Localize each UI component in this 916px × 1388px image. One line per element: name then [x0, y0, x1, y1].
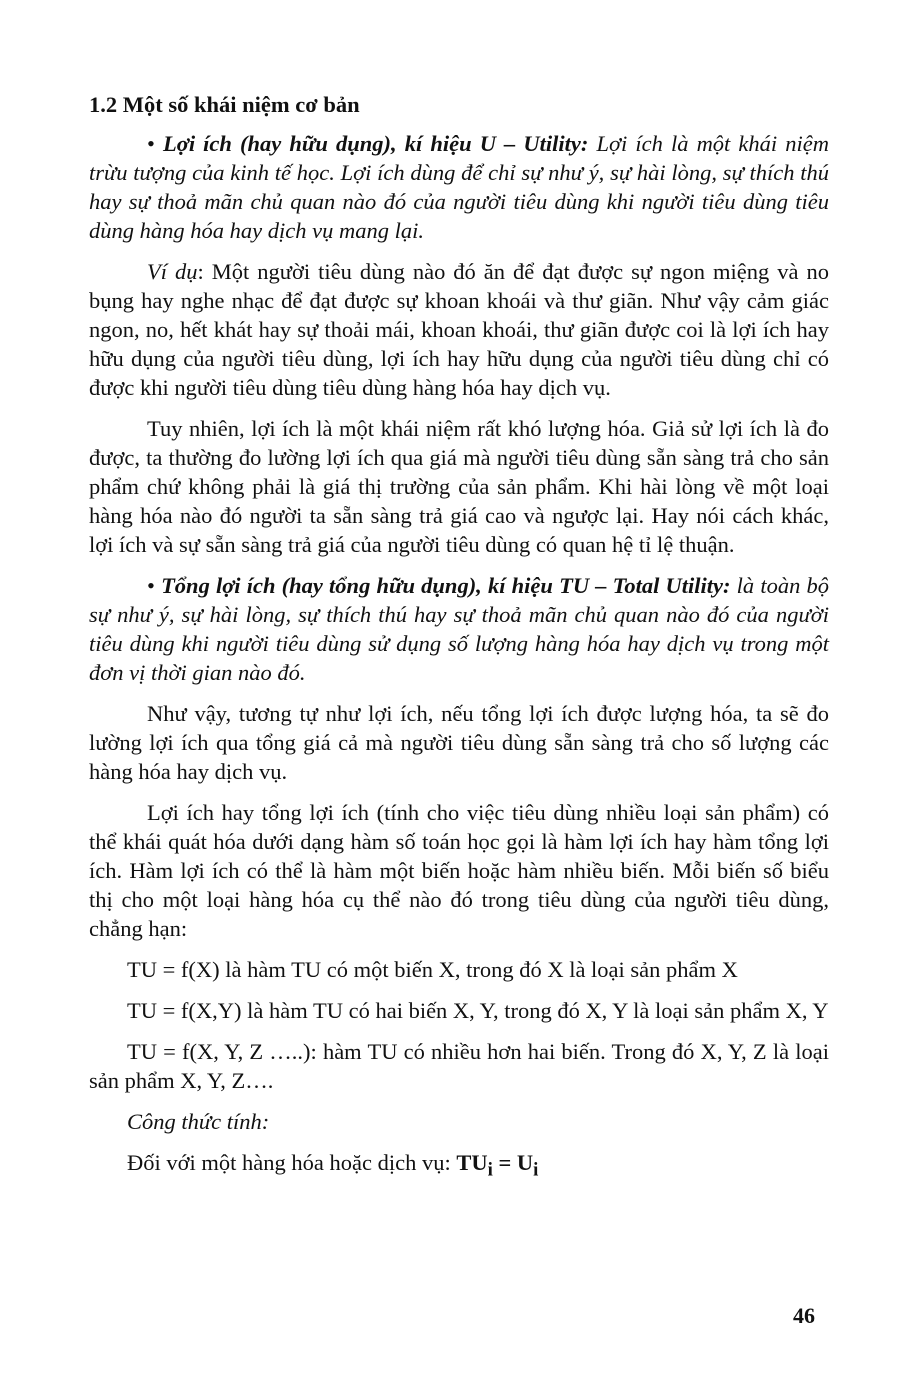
paragraph-utility-definition: [89, 129, 829, 245]
term-utility: Lợi ích (hay hữu dụng), kí hiệu U – Utility:: [163, 131, 589, 156]
paragraph-example: [89, 257, 829, 402]
formula-single-good-text: Đối với một hàng hóa hoặc dịch vụ:: [127, 1150, 457, 1175]
tu-symbol: TU: [456, 1150, 488, 1175]
document-page: [89, 90, 829, 1197]
paragraph-total-utility-definition: [89, 571, 829, 687]
example-text: : Một người tiêu dùng nào đó ăn để đạt được sự ngon miệng và no bụng hay nghe nhạc để đạt được sự khoan khoái và thư giãn. Như vậy cảm giác ngon, no, hết khát hay sự thoải mái, khoan khoái, thư giãn được coi là lợi ích hay hữu dụng của người tiêu dùng, lợi ích hay hữu dụng của người tiêu dùng chỉ có được khi người tiêu dùng tiêu dùng hàng hóa hay dịch vụ.: [89, 259, 830, 400]
utility-definition-text: Lợi ích là một khái niệm trừu tượng của kinh tế học. Lợi ích dùng để chỉ sự như ý, sự hài lòng, sự thích thú hay sự thoả mãn chủ quan nào đó của người tiêu dùng khi người tiêu dùng tiêu dùng hàng hóa hay dịch vụ mang lại.: [89, 131, 829, 243]
formula-single-good: [89, 1148, 829, 1185]
paragraph-utility-function: Lợi ích hay tổng lợi ích (tính cho việc tiêu dùng nhiều loại sản phẩm) có thể khái quát hóa dưới dạng hàm số toán học gọi là hàm lợi ích hay hàm tổng lợi ích. Hàm lợi ích có thể là hàm một biến hoặc hàm nhiều biến. Mỗi biến số biểu thị cho một loại hàng hóa cụ thể nào đó trong tiêu dùng của người tiêu dùng, chẳng hạn:: [89, 800, 829, 941]
bullet-icon: •: [147, 131, 155, 156]
formula-one-variable: TU = f(X) là hàm TU có một biến X, trong đó X là loại sản phẩm X: [127, 957, 738, 982]
formula-label: Công thức tính:: [127, 1109, 270, 1134]
example-label: Ví dụ: [147, 259, 198, 284]
total-utility-definition-text: là toàn bộ sự như ý, sự hài lòng, sự thích thú hay sự thoả mãn chủ quan nào đó của người tiêu dùng khi người tiêu dùng sử dụng số lượng hàng hóa hay dịch vụ trong một đơn vị thời gian nào đó.: [89, 573, 829, 685]
equals-u: = U: [492, 1150, 534, 1175]
page-number: 46: [793, 1303, 815, 1328]
u-subscript: i: [533, 1159, 539, 1181]
term-total-utility: Tổng lợi ích (hay tổng hữu dụng), kí hiệu TU – Total Utility:: [161, 573, 731, 598]
paragraph-measurement: Tuy nhiên, lợi ích là một khái niệm rất khó lượng hóa. Giả sử lợi ích là đo được, ta thường đo lường lợi ích qua giá mà người tiêu dùng sẵn sàng trả cho sản phẩm chứ không phải là giá thị trường của sản phẩm. Khi hài lòng về một loại hàng hóa nào đó người ta sẵn sàng trả giá cao và ngược lại. Hay nói cách khác, lợi ích và sự sẵn sàng trả giá của người tiêu dùng có quan hệ tỉ lệ thuận.: [89, 416, 829, 557]
formula-two-variables: TU = f(X,Y) là hàm TU có hai biến X, Y, trong đó X, Y là loại sản phẩm X, Y: [127, 998, 829, 1023]
section-heading: 1.2 Một số khái niệm cơ bản: [89, 92, 360, 117]
bullet-icon: •: [147, 573, 155, 598]
paragraph-total-utility-measure: Như vậy, tương tự như lợi ích, nếu tổng lợi ích được lượng hóa, ta sẽ đo lường lợi ích qua tổng giá cả mà người tiêu dùng sẵn sàng trả cho số lượng các hàng hóa hay dịch vụ.: [89, 701, 829, 784]
tu-subscript: i: [487, 1159, 493, 1181]
formula-multi-variables: TU = f(X, Y, Z …..): hàm TU có nhiều hơn hai biến. Trong đó X, Y, Z là loại sản phẩm X, Y, Z….: [89, 1039, 829, 1093]
